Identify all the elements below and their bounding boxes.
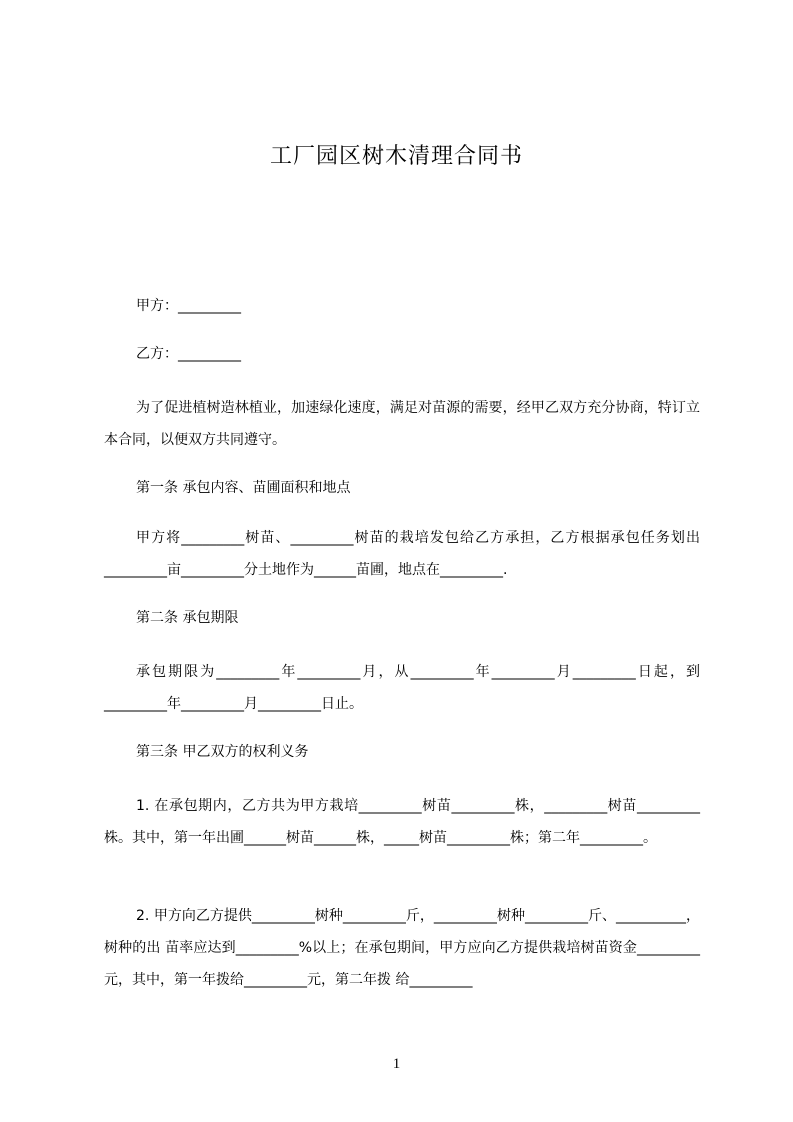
article-3-item-2: 2. 甲方向乙方提供_________树种_________斤，_________树种_________斤、__________，树种的出 苗率应达到_________%以上；在承包期间，甲方应向乙方提供栽培树苗资金_________元，其中，第一年拨给_________元，第二年拨 给_________ [104, 908, 700, 988]
document-title: 工厂园区树木清理合同书 [269, 144, 523, 169]
article-3-heading: 第三条 甲乙双方的权利义务 [136, 744, 309, 760]
article-1-body: 甲方将_________树苗、_________树苗的栽培发包给乙方承担，乙方根据承包任务划出_________亩_________分土地作为______苗圃，地点在_________. [104, 530, 700, 578]
page-number: 1 [392, 1056, 401, 1072]
article-1-heading: 第一条 承包内容、苗圃面积和地点 [136, 480, 351, 496]
article-2-body: 承包期限为_________年_________月，从_________年_________月_________日起，到_________年_________月_________日止。 [104, 664, 700, 712]
party-a-line: 甲方：_________ [136, 298, 241, 314]
intro-paragraph: 为了促进植树造林植业，加速绿化速度，满足对苗源的需要，经甲乙双方充分协商，特订立本合同，以便双方共同遵守。 [104, 400, 700, 448]
article-2-heading: 第二条 承包期限 [136, 610, 239, 626]
article-3-item-1: 1. 在承包期内，乙方共为甲方栽培_________树苗_________株，_________树苗_________株。其中，第一年出圃______树苗______株，_____树苗_________株；第二年_________。 [104, 798, 700, 846]
party-b-line: 乙方：_________ [136, 346, 241, 362]
